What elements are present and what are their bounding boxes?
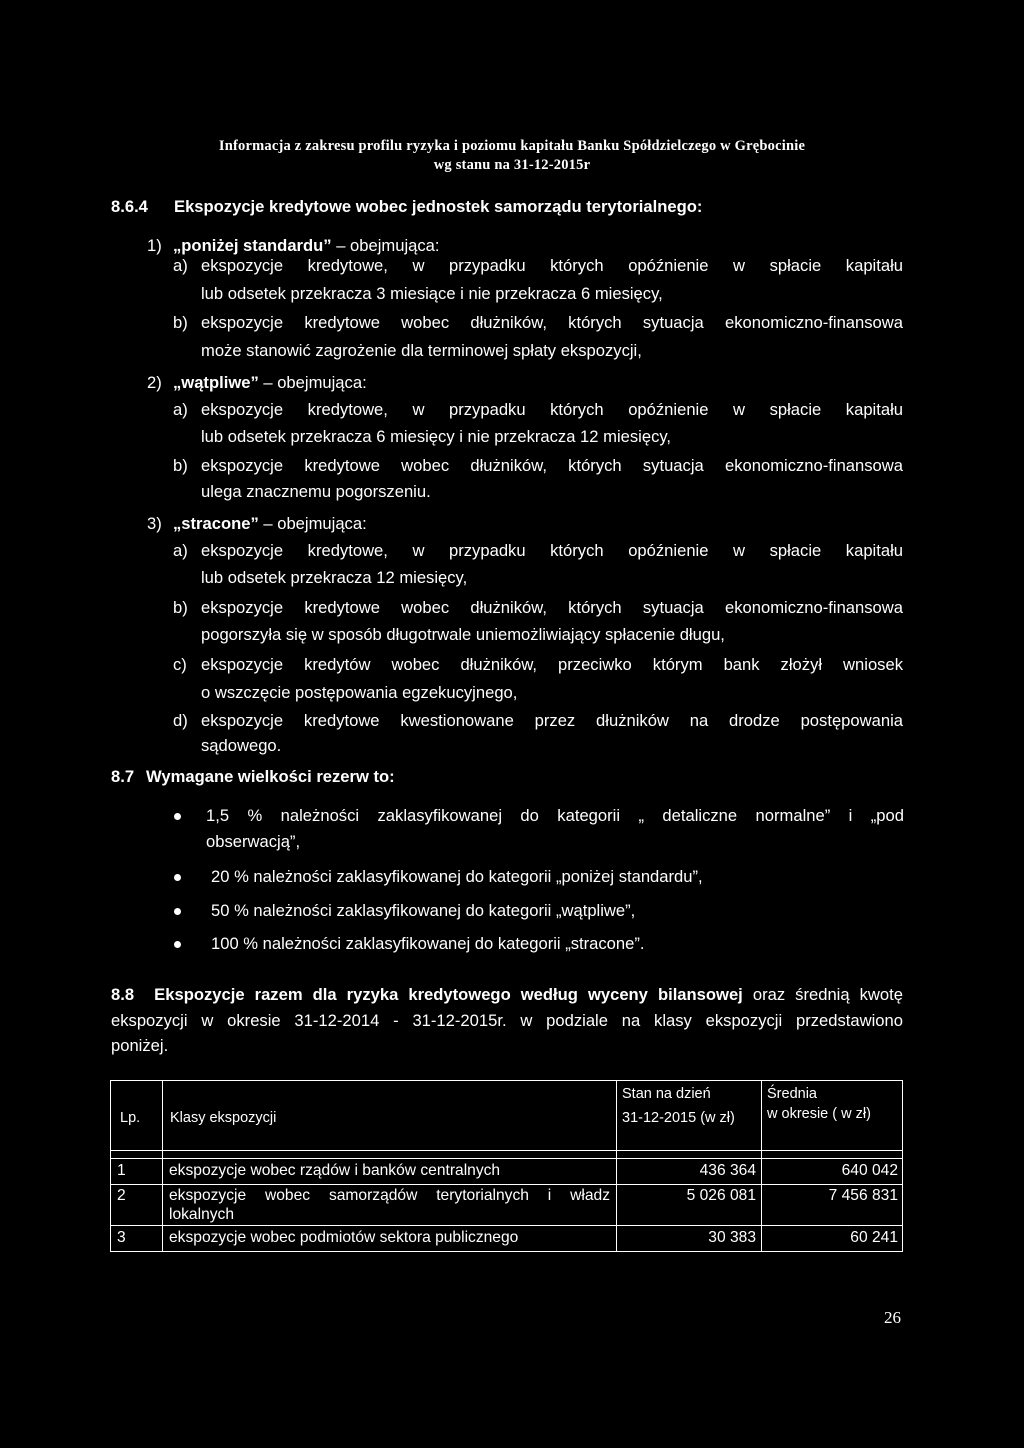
item-1-number: 1) [147, 236, 162, 255]
item-3-heading: „stracone” – obejmująca: [173, 514, 367, 533]
reserve-bullet-4: 100 % należności zaklasyfikowanej do kategorii „stracone”. [211, 934, 645, 953]
item-2-heading: „wątpliwe” – obejmująca: [173, 373, 367, 392]
table-border [110, 1080, 111, 1252]
item-2a-letter: a) [173, 400, 188, 419]
section-88-line-3: poniżej. [111, 1036, 169, 1055]
item-3d-letter: d) [173, 711, 188, 730]
item-3d-line-2: sądowego. [201, 736, 282, 755]
item-3c-letter: c) [173, 655, 187, 674]
row-1-srednia: 640 042 [841, 1162, 898, 1179]
section-87-title: Wymagane wielkości rezerw to: [146, 767, 395, 786]
item-2b-line-2: ulega znacznemu pogorszeniu. [201, 482, 431, 501]
item-3-number: 3) [147, 514, 162, 533]
reserve-bullet-1-line-2: obserwacją”, [206, 832, 301, 851]
reserve-bullet-3: 50 % należności zaklasyfikowanej do kategorii „wątpliwe”, [211, 901, 636, 920]
row-3-srednia: 60 241 [850, 1229, 898, 1246]
section-88-line-2: ekspozycji w okresie 31-12-2014 - 31-12-2015r. w podziale na klasy ekspozycji przedstawiono [111, 1011, 903, 1030]
item-3a-line-1: ekspozycje kredytowe, w przypadku których opóźnienie w spłacie kapitału [201, 541, 903, 560]
row-1-stan: 436 364 [699, 1162, 756, 1179]
item-1-heading: „poniżej standardu” – obejmująca: [173, 236, 440, 255]
bullet-icon [174, 874, 181, 881]
item-3b-letter: b) [173, 598, 188, 617]
row-3-stan: 30 383 [708, 1229, 756, 1246]
item-3a-letter: a) [173, 541, 188, 560]
bullet-icon [174, 908, 181, 915]
item-3c-line-2: o wszczęcie postępowania egzekucyjnego, [201, 683, 518, 702]
item-1b-line-1: ekspozycje kredytowe wobec dłużników, których sytuacja ekonomiczno-finansowa [201, 313, 903, 332]
item-2a-line-2: lub odsetek przekracza 6 miesięcy i nie przekracza 12 miesięcy, [201, 427, 672, 446]
item-1a-letter: a) [173, 256, 188, 275]
item-1b-letter: b) [173, 313, 188, 332]
item-3d-line-1: ekspozycje kredytowe kwestionowane przez dłużników na drodze postępowania [201, 711, 903, 730]
table-border [902, 1080, 903, 1252]
header-line-2: wg stanu na 31-12-2015r [433, 157, 591, 173]
row-3-lp: 3 [117, 1229, 126, 1246]
page-number: 26 [884, 1308, 901, 1327]
table-border [110, 1150, 903, 1151]
row-1-klasa: ekspozycje wobec rządów i banków centralnych [169, 1162, 501, 1179]
header-lp: Lp. [120, 1110, 141, 1126]
item-3b-line-2: pogorszyła się w sposób długotrwale uniemożliwiający spłacenie długu, [201, 625, 725, 644]
row-2-srednia: 7 456 831 [828, 1187, 898, 1204]
row-2-lp: 2 [117, 1187, 126, 1204]
item-3b-line-1: ekspozycje kredytowe wobec dłużników, których sytuacja ekonomiczno-finansowa [201, 598, 903, 617]
table-border-bottom [110, 1251, 903, 1252]
section-864-title: Ekspozycje kredytowe wobec jednostek samorządu terytorialnego: [174, 197, 703, 216]
item-1a-line-2: lub odsetek przekracza 3 miesiące i nie przekracza 6 miesięcy, [201, 284, 663, 303]
header-stan-line-1: Stan na dzień [622, 1086, 711, 1102]
bullet-icon [174, 941, 181, 948]
section-87-number: 8.7 [111, 767, 135, 786]
table-border [110, 1158, 903, 1159]
item-2a-line-1: ekspozycje kredytowe, w przypadku których opóźnienie w spłacie kapitału [201, 400, 903, 419]
row-2-klasa-line-2: lokalnych [169, 1206, 235, 1223]
header-srednia-line-1: Średnia [767, 1086, 817, 1102]
row-2-stan: 5 026 081 [686, 1187, 756, 1204]
item-2-number: 2) [147, 373, 162, 392]
bullet-icon [174, 813, 181, 820]
item-2b-letter: b) [173, 456, 188, 475]
row-3-klasa: ekspozycje wobec podmiotów sektora publicznego [169, 1229, 519, 1246]
section-88-line-1: 8.8 Ekspozycje razem dla ryzyka kredytowego według wyceny bilansowej oraz średnią kwotę [111, 985, 903, 1004]
table-border [110, 1225, 903, 1226]
row-1-lp: 1 [117, 1162, 126, 1179]
header-stan-line-2: 31-12-2015 (w zł) [622, 1110, 735, 1126]
table-border-top [110, 1080, 903, 1081]
item-2b-line-1: ekspozycje kredytowe wobec dłużników, których sytuacja ekonomiczno-finansowa [201, 456, 903, 475]
item-3c-line-1: ekspozycje kredytów wobec dłużników, przeciwko którym bank złożył wniosek [201, 655, 903, 674]
row-2-klasa-line-1: ekspozycje wobec samorządów terytorialnych i władz [169, 1187, 610, 1204]
header-line-1: Informacja z zakresu profilu ryzyka i poziomu kapitału Banku Spółdzielczego w Grębocinie [218, 138, 806, 154]
item-3a-line-2: lub odsetek przekracza 12 miesięcy, [201, 568, 468, 587]
reserve-bullet-2: 20 % należności zaklasyfikowanej do kategorii „poniżej standardu”, [211, 867, 703, 886]
header-srednia-line-2: w okresie ( w zł) [767, 1106, 871, 1122]
header-klasy: Klasy ekspozycji [170, 1110, 277, 1126]
table-border [162, 1080, 163, 1252]
reserve-bullet-1-line-1: 1,5 % należności zaklasyfikowanej do kategorii „ detaliczne normalne” i „pod [206, 806, 904, 825]
item-1a-line-1: ekspozycje kredytowe, w przypadku których opóźnienie w spłacie kapitału [201, 256, 903, 275]
section-864-number: 8.6.4 [111, 197, 148, 216]
item-1b-line-2: może stanowić zagrożenie dla terminowej spłaty ekspozycji, [201, 341, 642, 360]
